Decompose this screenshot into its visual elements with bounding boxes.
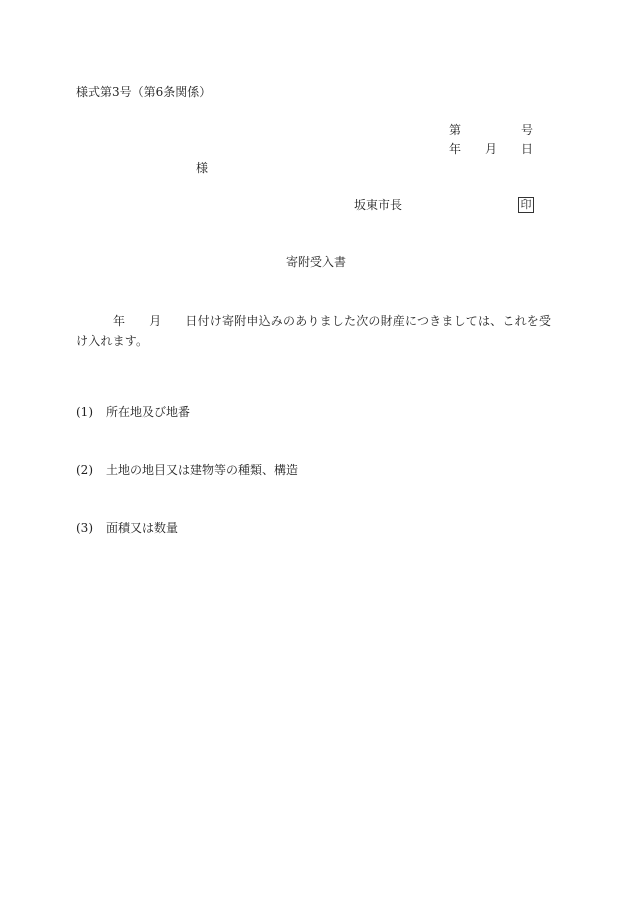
item-label: 土地の地目又は建物等の種類、構造 <box>106 463 299 477</box>
date-year-label: 年 <box>449 142 462 156</box>
item-number: (3) <box>76 521 93 535</box>
number-prefix: 第 <box>449 123 462 137</box>
body-month-label: 月 <box>149 314 162 328</box>
item-label: 面積又は数量 <box>106 521 179 535</box>
number-suffix: 号 <box>521 123 534 137</box>
body-text: 日付け寄附申込みのありました次の財産につきましては、これを受け入れます。 <box>76 314 552 348</box>
body-year-label: 年 <box>113 314 126 328</box>
date-month-label: 月 <box>485 142 498 156</box>
seal-mark: 印 <box>518 197 534 213</box>
body-paragraph <box>76 311 558 351</box>
item-label: 所在地及び地番 <box>106 405 191 419</box>
addressee-honorific: 様 <box>196 161 209 175</box>
document-title: 寄附受入書 <box>286 255 347 269</box>
item-number: (2) <box>76 463 93 477</box>
item-number: (1) <box>76 405 93 419</box>
date-day-label: 日 <box>521 142 534 156</box>
issuer-name: 坂東市長 <box>354 198 403 212</box>
form-label: 様式第3号（第6条関係） <box>76 85 212 99</box>
